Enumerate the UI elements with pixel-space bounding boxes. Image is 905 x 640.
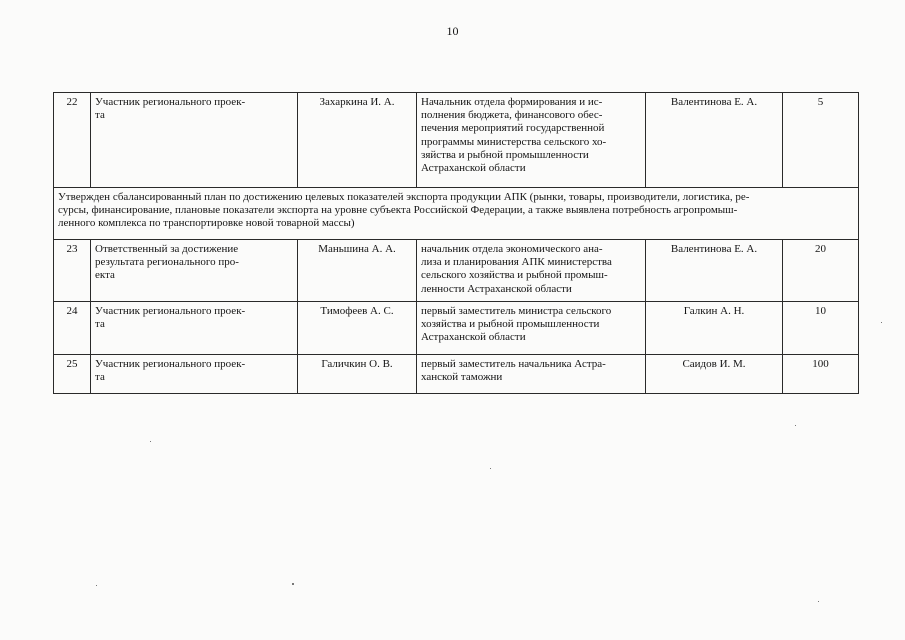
table-row xyxy=(54,240,859,302)
participants-table xyxy=(53,92,859,394)
row-number-cell: 22 xyxy=(54,93,91,188)
value-cell: 20 xyxy=(783,240,859,302)
scan-speck xyxy=(881,322,882,323)
participant-name-cell: Галичкин О. В. xyxy=(298,355,417,394)
row-number-cell: 25 xyxy=(54,355,91,394)
scan-speck xyxy=(795,425,796,426)
scan-speck xyxy=(96,585,97,586)
table-row xyxy=(54,93,859,188)
position-cell: Начальник отдела формирования и ис- полнения бюджета, финансового обес- печения мероприятий государственной программы министерства сельского хо- зяйства и рыбной промышленности Астраханской области xyxy=(417,93,646,188)
scan-speck xyxy=(292,583,294,585)
role-cell: Участник регионального проек- та xyxy=(91,302,298,355)
role-cell: Участник регионального проек- та xyxy=(91,355,298,394)
page-number: 10 xyxy=(446,24,459,38)
scan-speck xyxy=(490,468,491,469)
role-cell: Участник регионального проек- та xyxy=(91,93,298,188)
row-number-cell: 23 xyxy=(54,240,91,302)
position-cell: первый заместитель министра сельского хозяйства и рыбной промышленности Астраханской области xyxy=(417,302,646,355)
participant-name-cell: Маньшина А. А. xyxy=(298,240,417,302)
statement-row xyxy=(54,188,859,240)
value-cell: 100 xyxy=(783,355,859,394)
table-row xyxy=(54,355,859,394)
scan-speck xyxy=(818,601,819,602)
participant-name-cell: Захаркина И. А. xyxy=(298,93,417,188)
position-cell: начальник отдела экономического ана- лиза и планирования АПК министерства сельского хозяйства и рыбной промыш- ленности Астраханской области xyxy=(417,240,646,302)
table-row xyxy=(54,302,859,355)
role-cell: Ответственный за достижение результата регионального про- екта xyxy=(91,240,298,302)
curator-cell: Саидов И. М. xyxy=(646,355,783,394)
value-cell: 5 xyxy=(783,93,859,188)
curator-cell: Валентинова Е. А. xyxy=(646,240,783,302)
curator-cell: Галкин А. Н. xyxy=(646,302,783,355)
participant-name-cell: Тимофеев А. С. xyxy=(298,302,417,355)
statement-text: Утвержден сбалансированный план по достижению целевых показателей экспорта продукции АПК (рынки, товары, производители, логистика, ре- сурсы, финансирование, плановые показатели экспорта на уровне субъекта Российской Федерации, а также выявлена потребность агропромыш- ленного комплекса по транспортировке новой товарной массы) xyxy=(54,188,859,240)
row-number-cell: 24 xyxy=(54,302,91,355)
scan-speck xyxy=(150,441,151,442)
position-cell: первый заместитель начальника Астра- ханской таможни xyxy=(417,355,646,394)
curator-cell: Валентинова Е. А. xyxy=(646,93,783,188)
value-cell: 10 xyxy=(783,302,859,355)
